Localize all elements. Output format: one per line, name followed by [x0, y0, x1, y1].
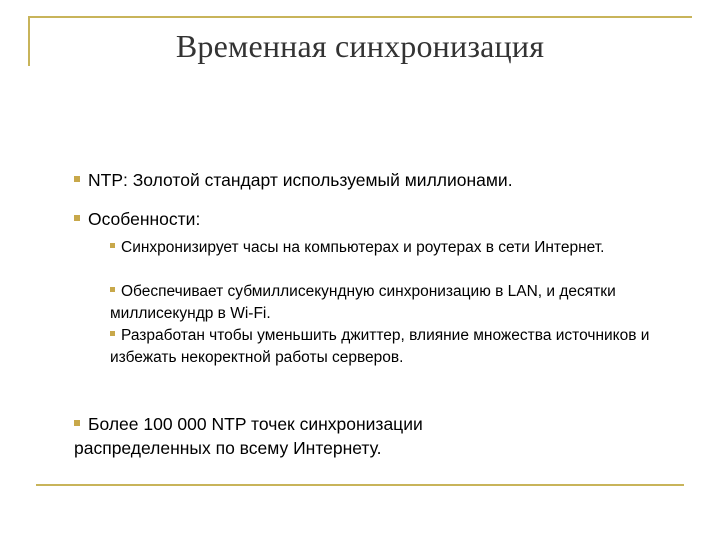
bullet-text: Более 100 000 NTP точек синхронизации распределенных по всему Интернету.: [74, 414, 423, 458]
bullet-text: Особенности:: [88, 209, 201, 229]
bullet-item: [74, 412, 514, 460]
sub-bullet-text: Разработан чтобы уменьшить джиттер, влияние множества источников и избежать некоректной работы серверов.: [110, 327, 650, 366]
square-bullet-icon: [74, 420, 80, 426]
bullet-item: [74, 207, 674, 231]
sub-bullet-text: Синхронизирует часы на компьютерах и роутерах в сети Интернет.: [121, 239, 605, 256]
square-bullet-icon: [74, 215, 80, 221]
frame-top-line: [28, 16, 692, 18]
square-bullet-icon: [74, 176, 80, 182]
sub-bullet-item: [110, 325, 670, 369]
square-bullet-icon: [110, 243, 115, 248]
sub-bullet-item: [110, 237, 670, 259]
bullet-item: [74, 168, 674, 192]
bullet-text: NTP: Золотой стандарт используемый миллионами.: [88, 170, 513, 190]
slide-title: Временная синхронизация: [175, 28, 545, 64]
square-bullet-icon: [110, 287, 115, 292]
frame-bottom-line: [36, 484, 684, 486]
sub-bullet-item: [110, 281, 670, 325]
square-bullet-icon: [110, 331, 115, 336]
sub-bullet-text: Обеспечивает субмиллисекундную синхронизацию в LAN, и десятки миллисекундр в Wi-Fi.: [110, 283, 616, 322]
